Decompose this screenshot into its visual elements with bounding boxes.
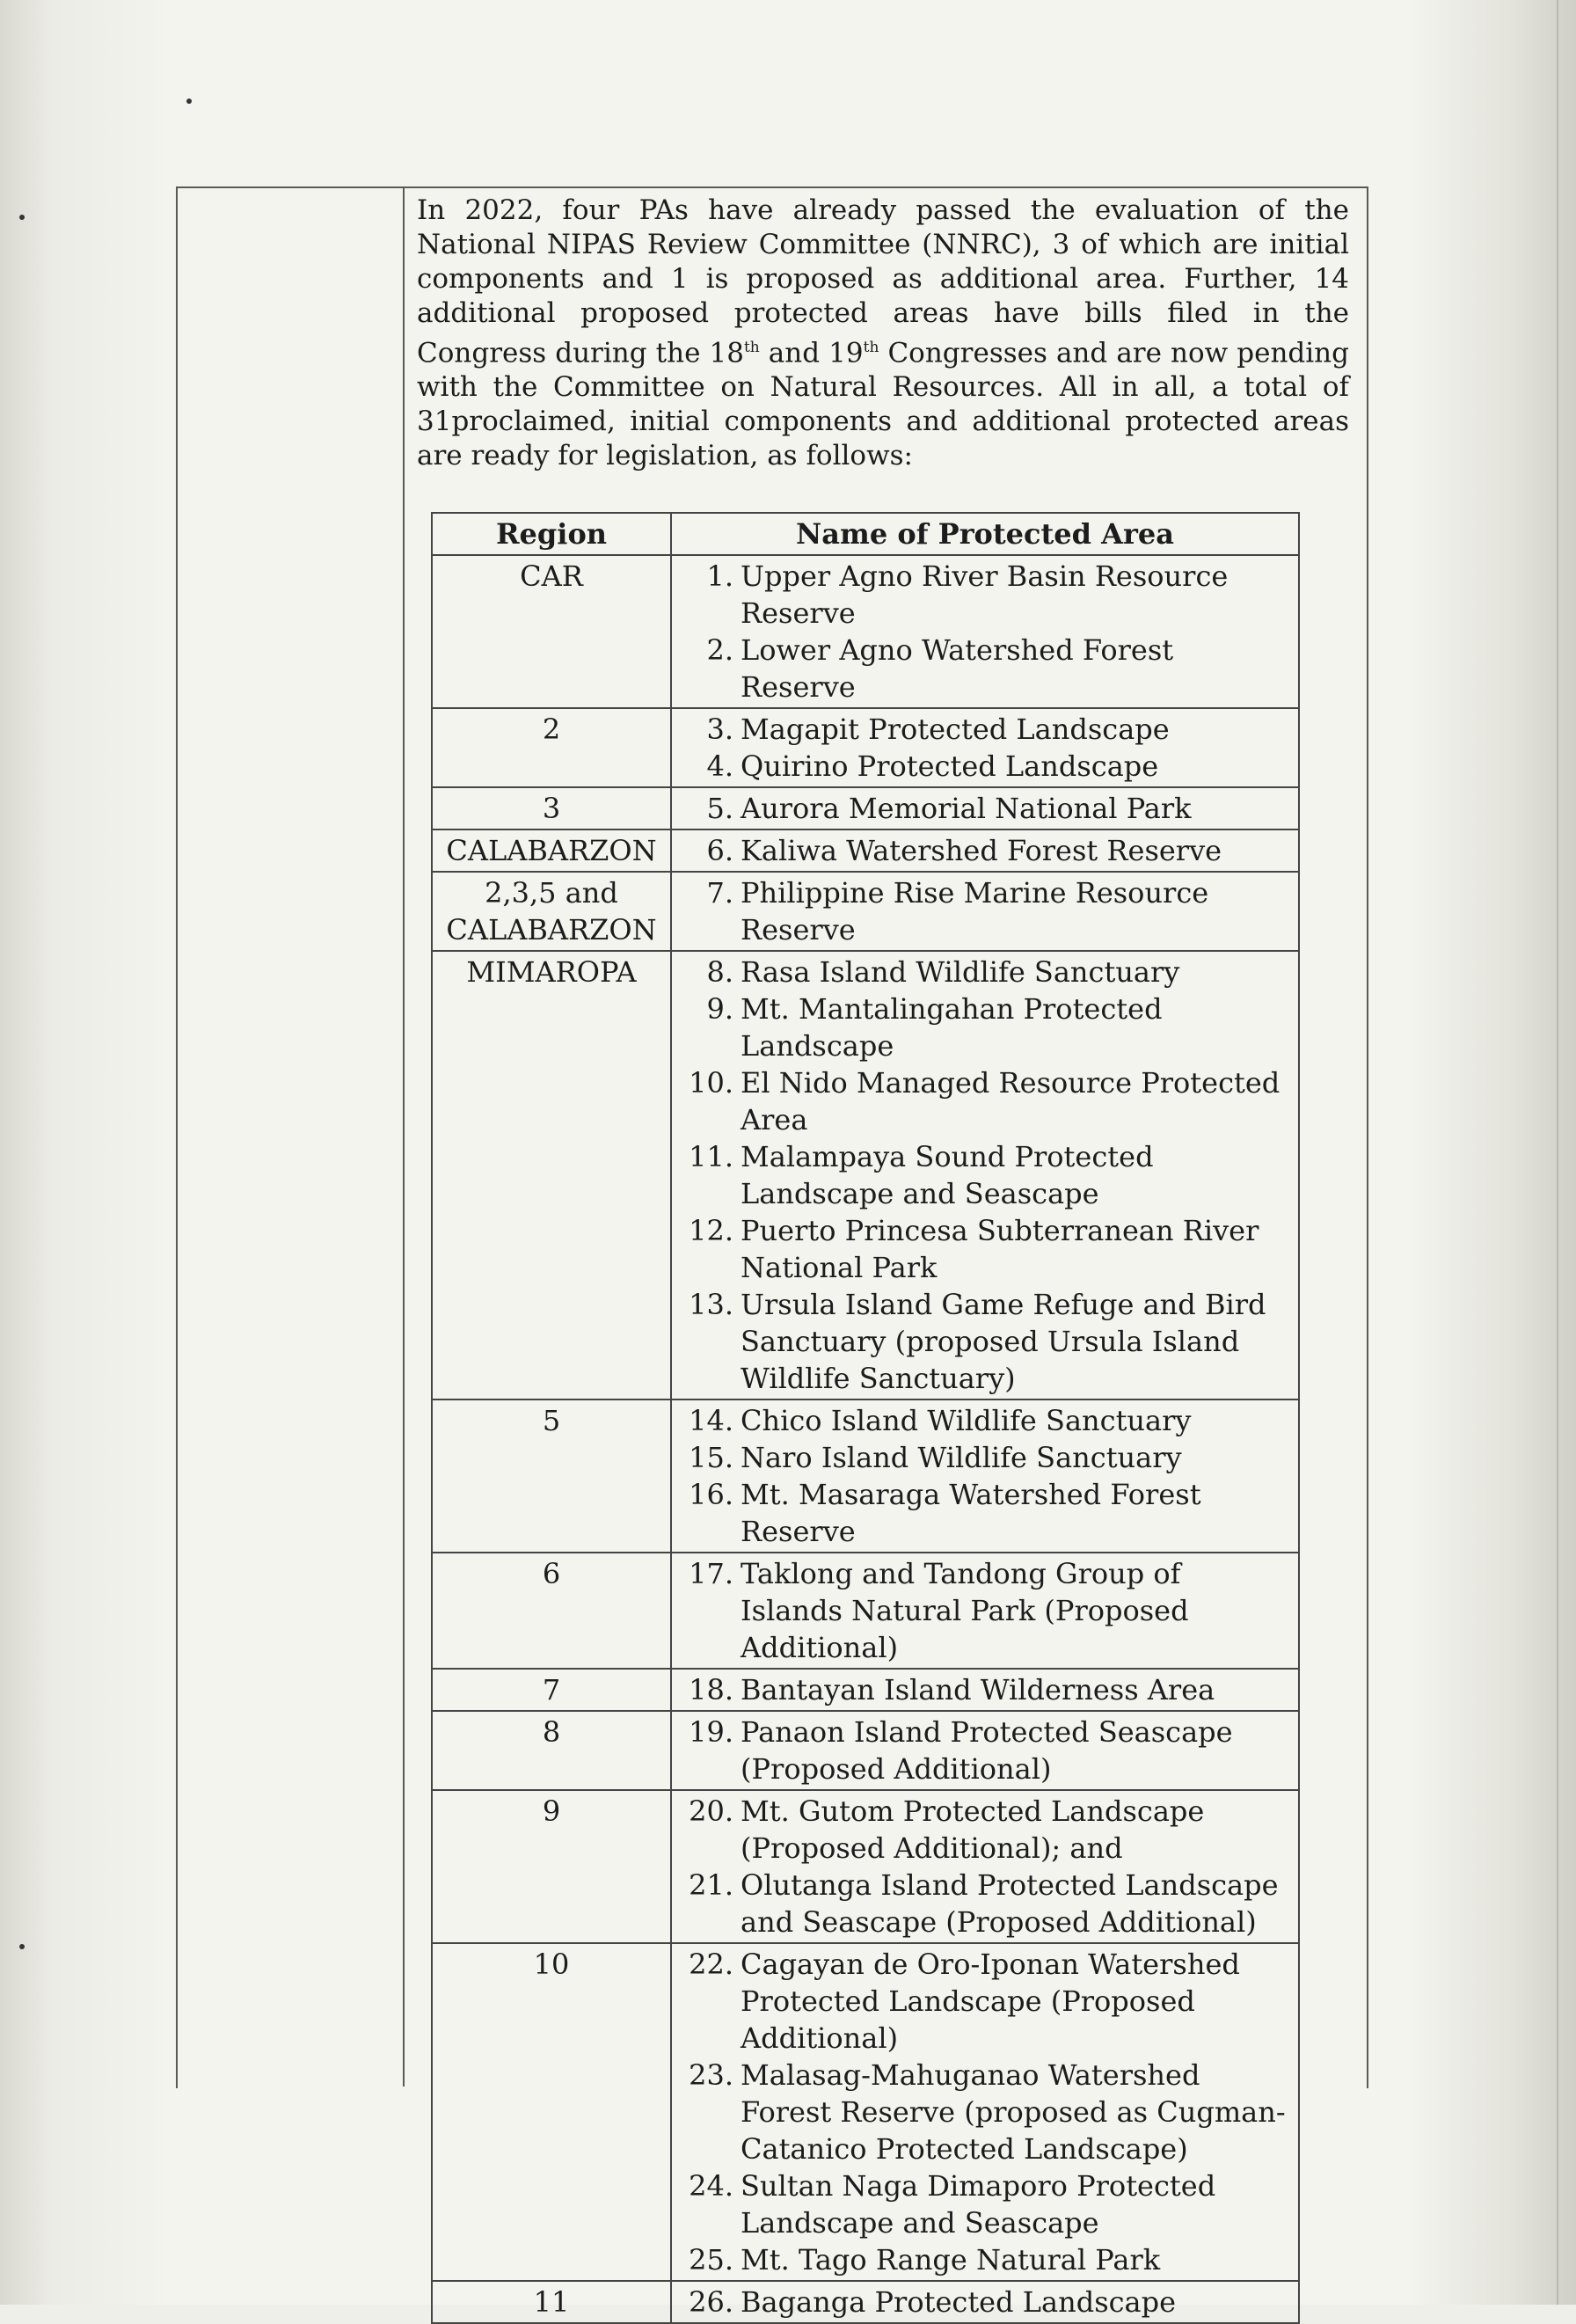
intro-paragraph: In 2022, four PAs have already passed the evaluation of the National NIPAS Review Committee (NNRC), 3 of which are initial components and 1 is proposed as additional area. Further, 14 additional proposed protected areas have bills filed in the Congress during the 18th and 19th Congresses and are now pending with the Committee on Natural Resources. All in all, a total of 31proclaimed, initial components and additional protected areas are ready for legislation, as follows: [417,194,1349,472]
item-number: 16. [689,1478,733,1511]
protected-area-cell [671,787,1299,829]
item-number: 23. [689,2058,733,2092]
list-item [681,748,1289,785]
list-item [681,874,1289,948]
protected-area-cell [671,1553,1299,1669]
table-row [432,1943,1299,2281]
item-number: 5. [706,792,733,825]
list-item [681,1064,1289,1138]
list-item [681,1402,1289,1439]
list-item [681,1946,1289,2057]
protected-area-name: Chico Island Wildlife Sanctuary [741,1404,1192,1437]
protected-area-name: Upper Agno River Basin Resource Reserve [741,559,1229,630]
item-number: 11. [689,1140,733,1173]
item-number: 14. [689,1404,733,1437]
item-number: 17. [689,1557,733,1590]
item-number: 10. [689,1066,733,1100]
protected-area-cell [671,872,1299,951]
region-cell: 11 [432,2281,671,2323]
table-row [432,1711,1299,1790]
protected-area-name: Lower Agno Watershed Forest Reserve [741,633,1174,704]
protected-area-name: Quirino Protected Landscape [741,749,1159,783]
protected-area-name: Mt. Masaraga Watershed Forest Reserve [741,1478,1201,1548]
list-item [681,2284,1289,2320]
protected-area-name: Baganga Protected Landscape [741,2285,1177,2319]
list-item [681,1714,1289,1787]
protected-area-name: Malampaya Sound Protected Landscape and Seascape [741,1140,1154,1210]
scan-speck [19,1944,25,1949]
protected-area-name: Rasa Island Wildlife Sanctuary [741,955,1180,989]
list-item [681,1555,1289,1666]
list-item [681,632,1289,705]
item-number: 7. [706,876,733,910]
protected-area-name: Mt. Tago Range Natural Park [741,2243,1161,2276]
list-item [681,954,1289,990]
region-cell: 8 [432,1711,671,1790]
table-header-row [432,513,1299,555]
protected-area-cell [671,1400,1299,1553]
protected-area-name: Malasag-Mahuganao Watershed Forest Reserve (proposed as Cugman-Catanico Protected Landscape) [741,2058,1286,2166]
region-cell: 5 [432,1400,671,1553]
table-row [432,872,1299,951]
list-item [681,1793,1289,1867]
region-cell: 10 [432,1943,671,2281]
item-number: 24. [689,2169,733,2203]
list-item [681,2057,1289,2167]
protected-area-cell [671,1943,1299,2281]
region-cell: 3 [432,787,671,829]
list-item [681,2167,1289,2241]
protected-area-name: Aurora Memorial National Park [741,792,1192,825]
table-row [432,829,1299,872]
protected-area-cell [671,708,1299,787]
item-number: 4. [706,749,733,783]
list-item [681,990,1289,1064]
protected-area-name: Magapit Protected Landscape [741,713,1170,746]
region-cell: CAR [432,555,671,708]
region-cell: 2 [432,708,671,787]
list-item [681,1286,1289,1397]
item-number: 8. [706,955,733,989]
item-number: 12. [689,1214,733,1247]
table-row [432,787,1299,829]
protected-area-name: Sultan Naga Dimaporo Protected Landscape and Seascape [741,2169,1216,2240]
item-number: 21. [689,1868,733,1902]
region-cell: 7 [432,1669,671,1711]
item-number: 25. [689,2243,733,2276]
list-item [681,1867,1289,1940]
protected-area-name: Mt. Gutom Protected Landscape (Proposed Additional); and [741,1794,1205,1865]
list-item [681,1138,1289,1212]
table-row [432,708,1299,787]
table-row [432,951,1299,1400]
protected-area-name: Kaliwa Watershed Forest Reserve [741,834,1222,867]
item-number: 18. [689,1673,733,1706]
item-number: 15. [689,1441,733,1474]
protected-area-cell [671,829,1299,872]
table-row [432,2281,1299,2323]
table-row [432,1553,1299,1669]
item-number: 2. [706,633,733,667]
item-number: 26. [689,2285,733,2319]
item-number: 20. [689,1794,733,1828]
header-region: Region [432,513,671,555]
region-cell: MIMAROPA [432,951,671,1400]
protected-area-cell [671,1790,1299,1943]
protected-area-name: El Nido Managed Resource Protected Area [741,1066,1280,1136]
table-row [432,1400,1299,1553]
item-number: 9. [706,992,733,1026]
list-item [681,790,1289,827]
scan-speck [19,215,25,220]
protected-area-name: Ursula Island Game Refuge and Bird Sanctuary (proposed Ursula Island Wildlife Sanctuary) [741,1288,1266,1395]
item-number: 6. [706,834,733,867]
protected-area-cell [671,2281,1299,2323]
list-item [681,832,1289,869]
item-number: 1. [706,559,733,593]
protected-area-name: Bantayan Island Wilderness Area [741,1673,1215,1706]
list-item [681,1212,1289,1286]
scan-speck [186,99,192,104]
item-number: 19. [689,1715,733,1749]
protected-area-name: Cagayan de Oro-Iponan Watershed Protected Landscape (Proposed Additional) [741,1948,1240,2055]
page-edge [1557,0,1558,2305]
table-body [432,555,1299,2323]
protected-areas-table [431,512,1300,2324]
list-item [681,711,1289,748]
protected-area-name: Naro Island Wildlife Sanctuary [741,1441,1182,1474]
header-protected-area: Name of Protected Area [671,513,1299,555]
protected-area-cell [671,1669,1299,1711]
region-cell: 9 [432,1790,671,1943]
list-item [681,2241,1289,2278]
protected-area-name: Mt. Mantalingahan Protected Landscape [741,992,1163,1063]
list-item [681,1671,1289,1708]
item-number: 3. [706,713,733,746]
region-cell: CALABARZON [432,829,671,872]
item-number: 13. [689,1288,733,1321]
protected-area-cell [671,1711,1299,1790]
protected-area-name: Puerto Princesa Subterranean River National Park [741,1214,1259,1284]
protected-area-cell [671,555,1299,708]
item-number: 22. [689,1948,733,1981]
list-item [681,558,1289,632]
protected-area-name: Taklong and Tandong Group of Islands Natural Park (Proposed Additional) [741,1557,1189,1664]
list-item [681,1476,1289,1550]
table-row [432,555,1299,708]
protected-area-name: Panaon Island Protected Seascape (Proposed Additional) [741,1715,1233,1786]
table-row [432,1669,1299,1711]
region-cell: 2,3,5 and CALABARZON [432,872,671,951]
protected-area-cell [671,951,1299,1400]
frame-divider [403,186,405,2086]
protected-area-name: Philippine Rise Marine Resource Reserve [741,876,1209,946]
region-cell: 6 [432,1553,671,1669]
list-item [681,1439,1289,1476]
table-row [432,1790,1299,1943]
protected-area-name: Olutanga Island Protected Landscape and Seascape (Proposed Additional) [741,1868,1279,1939]
